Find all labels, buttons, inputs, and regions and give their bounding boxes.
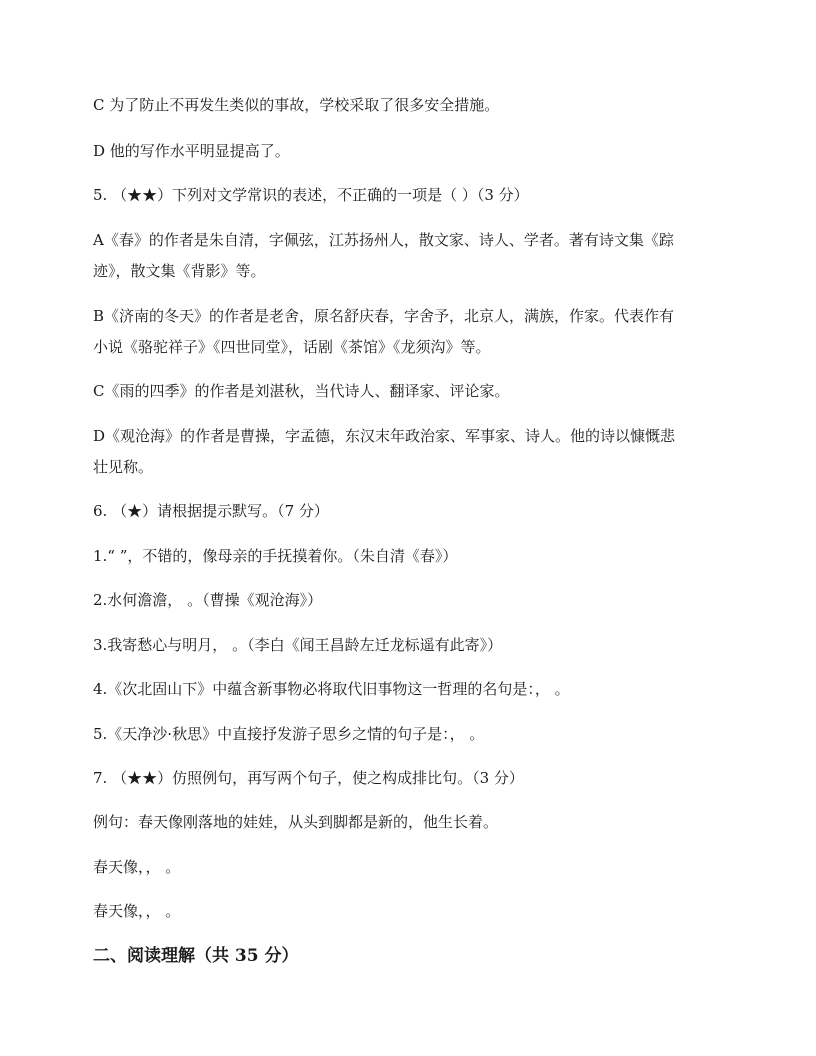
- option-d-sentence: D 他的写作水平明显提高了。: [93, 142, 290, 160]
- option-c-sentence: C 为了防止不再发生类似的事故，学校采取了很多安全措施。: [93, 96, 500, 114]
- question-7-example: 例句：春天像刚落地的娃娃，从头到脚都是新的，他生长着。: [93, 813, 499, 831]
- question-7-answer-line-1: 春天像，， 。: [93, 858, 181, 876]
- question-6-item-4: 4.《次北固山下》中蕴含新事物必将取代旧事物这一哲理的名句是：， 。: [93, 680, 570, 698]
- question-6-item-5: 5.《天净沙·秋思》中直接抒发游子思乡之情的句子是：， 。: [93, 725, 485, 743]
- question-6-item-1: 1.“ ”，不错的，像母亲的手抚摸着你。（朱自清《春》）: [93, 547, 458, 565]
- question-7-prompt: 7. （★★）仿照例句，再写两个句子，使之构成排比句。（3 分）: [93, 769, 524, 787]
- question-5-prompt: 5. （★★）下列对文学常识的表述，不正确的一项是（ ）（3 分）: [93, 186, 529, 204]
- question-7-answer-line-2: 春天像，， 。: [93, 902, 181, 920]
- question-6-item-2: 2.水何澹澹， 。（曹操《观沧海》）: [93, 591, 323, 609]
- question-6-item-3: 3.我寄愁心与明月， 。（李白《闻王昌龄左迁龙标遥有此寄》）: [93, 636, 503, 654]
- question-5-option-b-line1: B《济南的冬天》的作者是老舍，原名舒庆春，字舍予，北京人，满族，作家。代表作有: [93, 307, 675, 325]
- section-heading-reading: 二、阅读理解（共 35 分）: [93, 946, 299, 966]
- question-5-option-b-line2: 小说《骆驼祥子》《四世同堂》，话剧《茶馆》《龙须沟》等。: [93, 338, 491, 356]
- question-5-option-d-line2: 壮见称。: [93, 458, 154, 476]
- question-6-prompt: 6. （★）请根据提示默写。（7 分）: [93, 502, 329, 520]
- question-5-option-a-line1: A《春》的作者是朱自清，字佩弦，江苏扬州人，散文家、诗人、学者。著有诗文集《踪: [93, 231, 674, 249]
- question-5-option-a-line2: 迹》，散文集《背影》等。: [93, 262, 266, 280]
- question-5-option-d-line1: D《观沧海》的作者是曹操，字孟德，东汉末年政治家、军事家、诗人。他的诗以慷慨悲: [93, 427, 676, 445]
- question-5-option-c: C《雨的四季》的作者是刘湛秋，当代诗人、翻译家、评论家。: [93, 382, 510, 400]
